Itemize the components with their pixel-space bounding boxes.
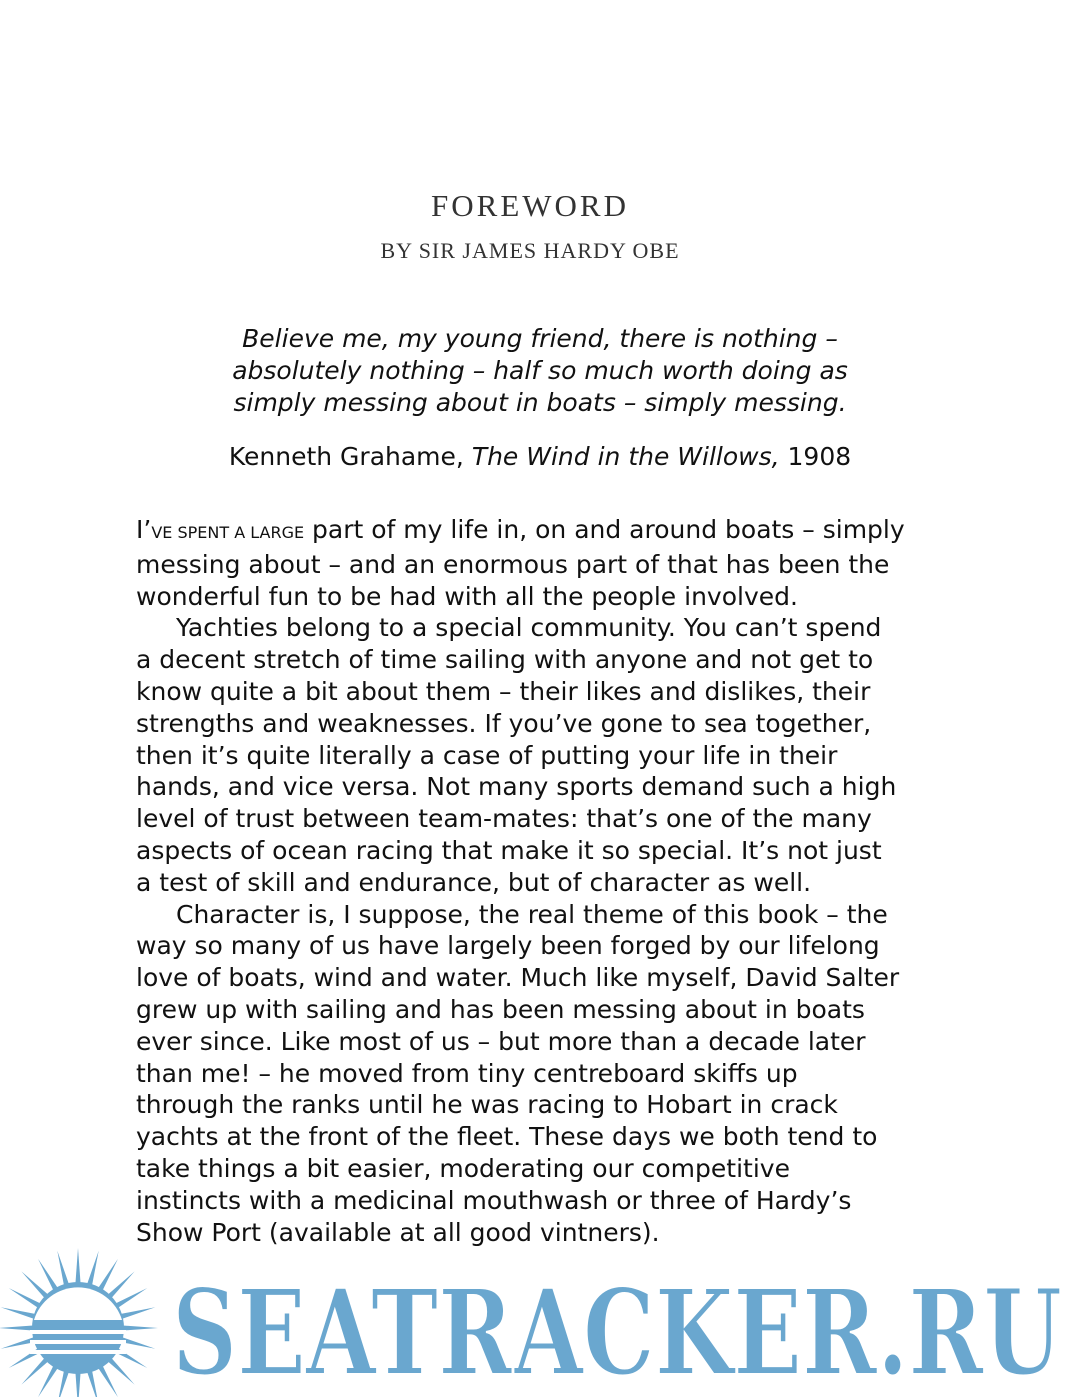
epigraph-quote: Believe me, my young friend, there is nothing – absolutely nothing – half so much worth doing as simply messing about in boats – simply messing.: [232, 324, 848, 417]
epigraph-work: The Wind in the Willows,: [471, 442, 780, 471]
paragraph-2: Yachties belong to a special community. You can’t spend a decent stretch of time sailing with anyone and not get to know quite a bit about them – their likes and dislikes, their strengths and weaknesses. If you’ve gone to sea together, then it’s quite literally a case of putting your life in their hands, and vice versa. Not many sports demand such a high level of trust between team-mates: that’s one of the many aspects of ocean racing that make it so special. It’s not just a test of skill and endurance, but of character as well.: [136, 613, 897, 897]
epigraph-year: 1908: [787, 442, 852, 471]
epigraph-attribution: [0, 441, 1080, 473]
epigraph-author: Kenneth Grahame,: [228, 442, 464, 471]
paragraph-1: [136, 514, 951, 612]
chapter-heading: [0, 186, 1060, 266]
small-caps-lead: VE SPENT A LARGE: [151, 523, 305, 542]
watermark-text: SEATRACKER.RU: [172, 1263, 1062, 1397]
watermark: [0, 1236, 1080, 1397]
paragraph-1-text: part of my life in, on and around boats – simply messing about – and an enormous part of that has been the wonderful fun to be had with all the people involved.: [136, 515, 905, 611]
foreword-body: [136, 514, 951, 1248]
chapter-title: FOREWORD: [431, 188, 629, 223]
epigraph: [0, 323, 1080, 473]
drop-lead-letter: I’: [136, 515, 152, 544]
paragraph-3: Character is, I suppose, the real theme of this book – the way so many of us have largely been forged by our lifelong love of boats, wind and water. Much like myself, David Salter grew up with sailing and has been messing about in boats ever since. Like most of us – but more than a decade later than me! – he moved from tiny centreboard skiffs up through the ranks until he was racing to Hobart in crack yachts at the front of the fleet. These days we both tend to take things a bit easier, moderating our competitive instincts with a medicinal mouthwash or three of Hardy’s Show Port (available at all good vintners).: [136, 899, 900, 1247]
sun-icon: [0, 1248, 158, 1397]
chapter-byline: BY SIR JAMES HARDY OBE: [380, 238, 680, 263]
